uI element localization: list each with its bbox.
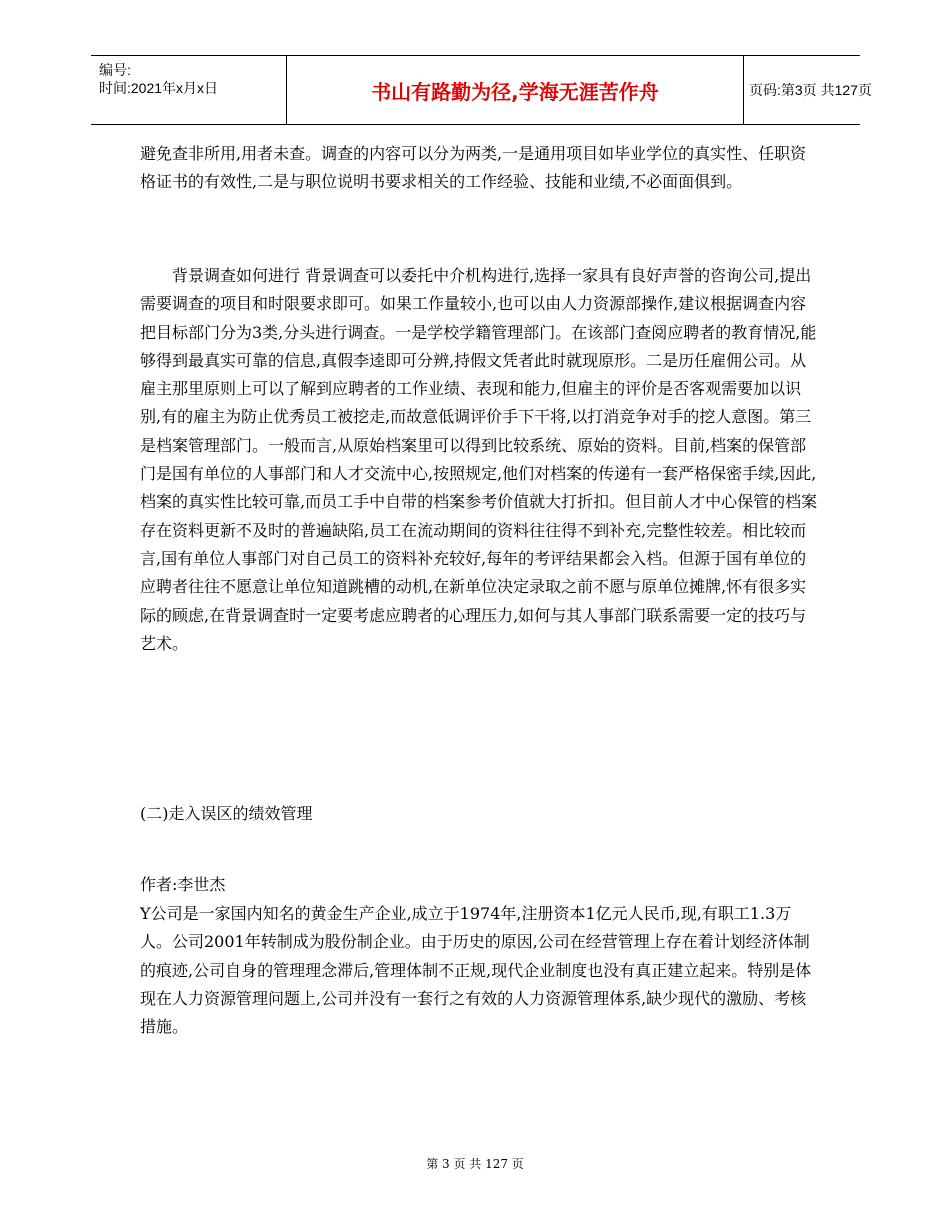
header-slogan: 书山有路勤为径,学海无涯苦作舟 — [371, 80, 659, 104]
author-line: 作者:李世杰 — [140, 875, 226, 894]
document-number-label: 编号: — [99, 62, 131, 78]
header-page-cell — [743, 56, 872, 124]
header-meta-cell — [91, 56, 286, 124]
header-page-info: 页码:第3页 共127页 — [749, 82, 872, 98]
document-time-label: 时间:2021年x月x日 — [99, 80, 219, 96]
section-heading-block — [140, 800, 820, 828]
paragraph-3-block — [140, 900, 820, 1041]
paragraph-1: 避免查非所用,用者未查。调查的内容可以分为两类,一是通用项目如毕业学位的真实性、任职资格证书的有效性,二是与职位说明书要求相关的工作经验、技能和业绩,不必面面俱到。 — [140, 144, 807, 192]
paragraph-3: Y公司是一家国内知名的黄金生产企业,成立于1974年,注册资本1亿元人民币,现,有职工1.3万人。公司2001年转制成为股份制企业。由于历史的原因,公司在经营管理上存在着计划经济体制的痕迹,公司自身的管理理念滞后,管理体制不正规,现代企业制度也没有真正建立起来。特别是体现在人力资源管理问题上,公司并没有一套行之有效的人力资源管理体系,缺少现代的激励、考核措施。 — [140, 904, 812, 1037]
author-block — [140, 871, 820, 899]
paragraph-1-block — [140, 140, 820, 197]
header-slogan-cell — [286, 56, 744, 124]
paragraph-2: 背景调查如何进行 背景调查可以委托中介机构进行,选择一家具有良好声誉的咨询公司,提出需要调查的项目和时限要求即可。如果工作量较小,也可以由人力资源部操作,建议根据调查内容把目标部门分为3类,分头进行调查。一是学校学籍管理部门。在该部门查阅应聘者的教育情况,能够得到最真实可靠的信息,真假李逵即可分辨,持假文凭者此时就现原形。二是历任雇佣公司。从雇主那里原则上可以了解到应聘者的工作业绩、表现和能力,但雇主的评价是否客观需要加以识别,有的雇主为防止优秀员工被挖走,而故意低调评价手下干将,以打消竞争对手的挖人意图。第三是档案管理部门。一般而言,从原始档案里可以得到比较系统、原始的资料。目前,档案的保管部门是国有单位的人事部门和人才交流中心,按照规定,他们对档案的传递有一套严格保密手续,因此,档案的真实性比较可靠,而员工手中自带的档案参考价值就大打折扣。但目前人才中心保管的档案存在资料更新不及时的普遍缺陷,员工在流动期间的资料往往得不到补充,完整性较差。相比较而言,国有单位人事部门对自己员工的资料补充较好,每年的考评结果都会入档。但源于国有单位的应聘者往往不愿意让单位知道跳槽的动机,在新单位决定录取之前不愿与原单位摊牌,怀有很多实际的顾虑,在背景调查时一定要考虑应聘者的心理压力,如何与其人事部门联系需要一定的技巧与艺术。 — [140, 266, 818, 653]
paragraph-2-block — [140, 262, 820, 658]
page-header — [91, 55, 872, 125]
page-footer: 第 3 页 共 127 页 — [426, 1157, 524, 1171]
section-heading: (二)走入误区的绩效管理 — [140, 804, 313, 823]
